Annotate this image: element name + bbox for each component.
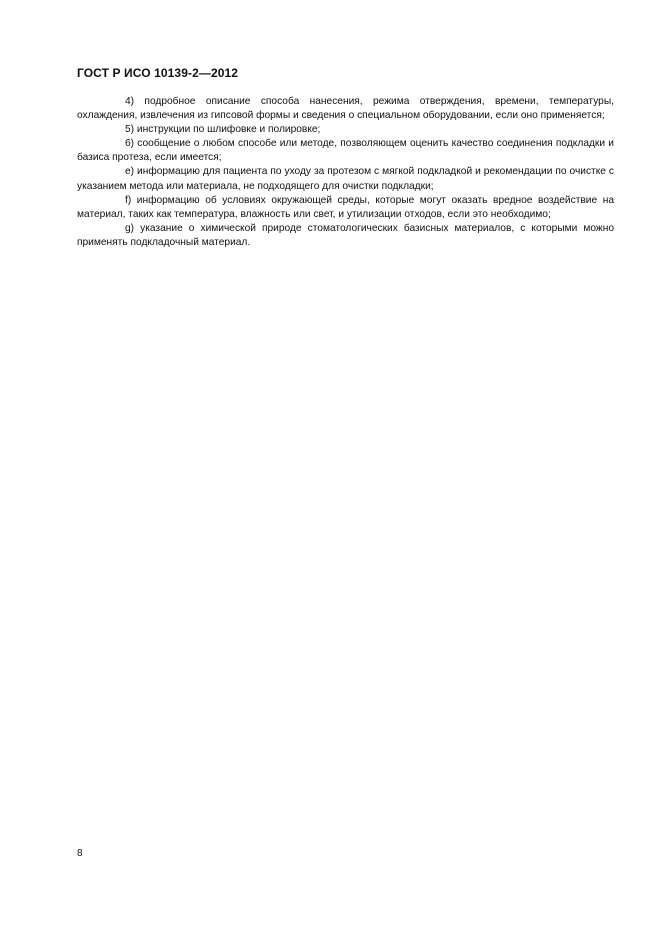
paragraph-item-4: 4) подробное описание способа нанесения, режима отверждения, времени, температуры, охлаждения, извлечения из гипсовой формы и сведения о специальном оборудовании, если оно применяется; bbox=[77, 96, 614, 122]
paragraph-item-6: 6) сообщение о любом способе или методе, позволяющем оценить качество соединения подкладки и базиса протеза, если имеется; bbox=[77, 138, 614, 164]
document-header: ГОСТ Р ИСО 10139-2—2012 bbox=[77, 66, 239, 80]
paragraph-item-5: 5) инструкции по шлифовке и полировке; bbox=[125, 124, 321, 136]
page-number: 8 bbox=[77, 848, 83, 859]
paragraph-item-f: f) информацию об условиях окружающей среды, которые могут оказать вредное воздействие на материал, таких как температура, влажность или свет, и утилизации отходов, если это необходимо; bbox=[77, 194, 614, 220]
paragraph-item-e: e) информацию для пациента по уходу за протезом с мягкой подкладкой и рекомендации по очистке с указанием метода или материала, не подходящего для очистки подкладки; bbox=[77, 166, 614, 192]
paragraph-item-g: g) указание о химической природе стоматологических базисных материалов, с которыми можно применять подкладочный материал. bbox=[77, 222, 614, 248]
document-body bbox=[77, 95, 614, 250]
